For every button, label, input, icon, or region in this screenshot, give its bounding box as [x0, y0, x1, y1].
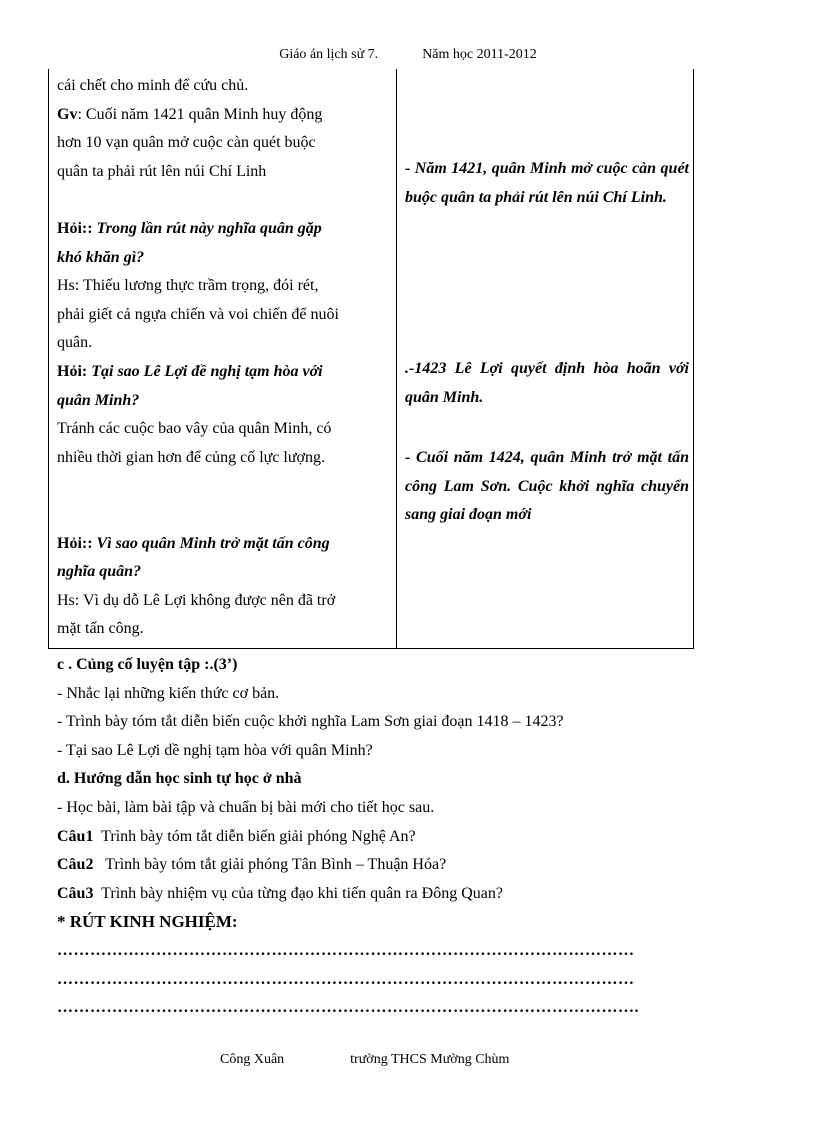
question-1-text: Trong lần rút này nghĩa quân gặp	[96, 219, 322, 237]
page-footer	[220, 1052, 509, 1068]
homework-question-1: Câu1 Trình bày tóm tắt diễn biến giải phóng Nghệ An?	[57, 827, 416, 845]
lesson-table	[48, 69, 694, 649]
answer-1-line-3: quân.	[57, 334, 93, 352]
question-3-label: Hỏi	[57, 534, 82, 552]
question-3-text: Vì sao quân Minh trở mặt tấn công	[96, 534, 330, 552]
question-3-line-2: nghĩa quân?	[57, 563, 142, 581]
question-1-label: Hỏi	[57, 219, 82, 237]
left-line-1: cái chết cho minh để cứu chủ.	[57, 77, 249, 94]
page-header	[0, 47, 816, 63]
footer-author: Công Xuân	[220, 1052, 285, 1067]
answer-1-line-2: phải giết cả ngựa chiến và voi chiến để nuôi	[57, 305, 339, 323]
gv-line-3: quân ta phải rút lên núi Chí Linh	[57, 162, 267, 180]
section-c-item: - Tại sao Lê Lợi dề nghị tạm hòa với quân Minh?	[57, 741, 373, 759]
answer-2-line-2: nhiều thời gian hơn để củng cố lực lượng.	[57, 448, 326, 466]
gv-label: Gv	[57, 105, 78, 123]
gv-line	[57, 101, 387, 130]
experience-line-2: ……………………………………………………………………………………………	[57, 970, 635, 988]
content-point-1: - Năm 1421, quân Minh mở cuộc càn quét buộc quân ta phải rút lên núi Chí Linh.	[405, 160, 689, 206]
question-2: Hỏi: Tại sao Lê Lợi đề nghị tạm hòa với	[57, 362, 323, 380]
section-c-item: - Trình bày tóm tắt diễn biến cuộc khởi nghĩa Lam Sơn giai đoạn 1418 – 1423?	[57, 713, 564, 731]
section-d-heading: d. Hướng dẫn học sinh tự học ở nhà	[57, 770, 302, 788]
footer-school: trường THCS Mường Chùm	[350, 1052, 510, 1067]
answer-1-line-1: Hs: Thiếu lương thực trầm trọng, đói rét,	[57, 277, 319, 295]
header-left: Giáo án lịch sử 7.	[279, 47, 379, 62]
question-3: Hỏi:: Vì sao quân Minh trở mặt tấn công	[57, 534, 330, 552]
section-c-item: - Nhắc lại những kiến thức cơ bản.	[57, 684, 280, 702]
homework-question-2: Câu2 Trình bày tóm tắt giải phóng Tân Bình – Thuận Hóa?	[57, 856, 447, 874]
question-2-text: Tại sao Lê Lợi đề nghị tạm hòa với	[91, 362, 323, 380]
experience-line-3: …………………………………………………………………………………………….	[57, 999, 639, 1017]
answer-3-line-2: mặt tấn công.	[57, 620, 144, 638]
content-point-3: - Cuối năm 1424, quân Minh trở mặt tấn công Lam Sơn. Cuộc khởi nghĩa chuyển sang giai đoạn mới	[405, 449, 689, 524]
lesson-body	[57, 651, 707, 1023]
teacher-student-column	[57, 72, 387, 644]
answer-2-line-1: Tránh các cuộc bao vây của quân Minh, có	[57, 420, 332, 438]
homework-question-3: Câu3 Trình bày nhiệm vụ của từng đạo khi tiến quân ra Đông Quan?	[57, 884, 503, 902]
question-2-label: Hỏi	[57, 362, 82, 380]
experience-line-1: ……………………………………………………………………………………………	[57, 941, 635, 959]
header-right: Năm học 2011-2012	[422, 47, 537, 62]
gv-text: : Cuối năm 1421 quân Minh huy động	[77, 105, 323, 123]
gv-line-2: hơn 10 vạn quân mở cuộc càn quét buộc	[57, 134, 316, 152]
column-divider	[396, 69, 397, 648]
experience-heading: * RÚT KINH NGHIỆM:	[57, 912, 238, 932]
section-d-intro: - Học bài, làm bài tập và chuẩn bị bài mới cho tiết học sau.	[57, 798, 435, 816]
content-point-2: .-1423 Lê Lợi quyết định hòa hoãn với quân Minh.	[405, 360, 689, 406]
answer-3-line-1: Hs: Vì dụ dỗ Lê Lợi không được nên đã trở	[57, 591, 336, 609]
question-1: Hỏi:: Trong lần rút này nghĩa quân gặp	[57, 219, 322, 237]
question-2-line-2: quân Minh?	[57, 391, 140, 409]
section-c-heading: c . Củng cố luyện tập :.(3’)	[57, 656, 238, 673]
question-1-line-2: khó khăn gì?	[57, 248, 145, 266]
